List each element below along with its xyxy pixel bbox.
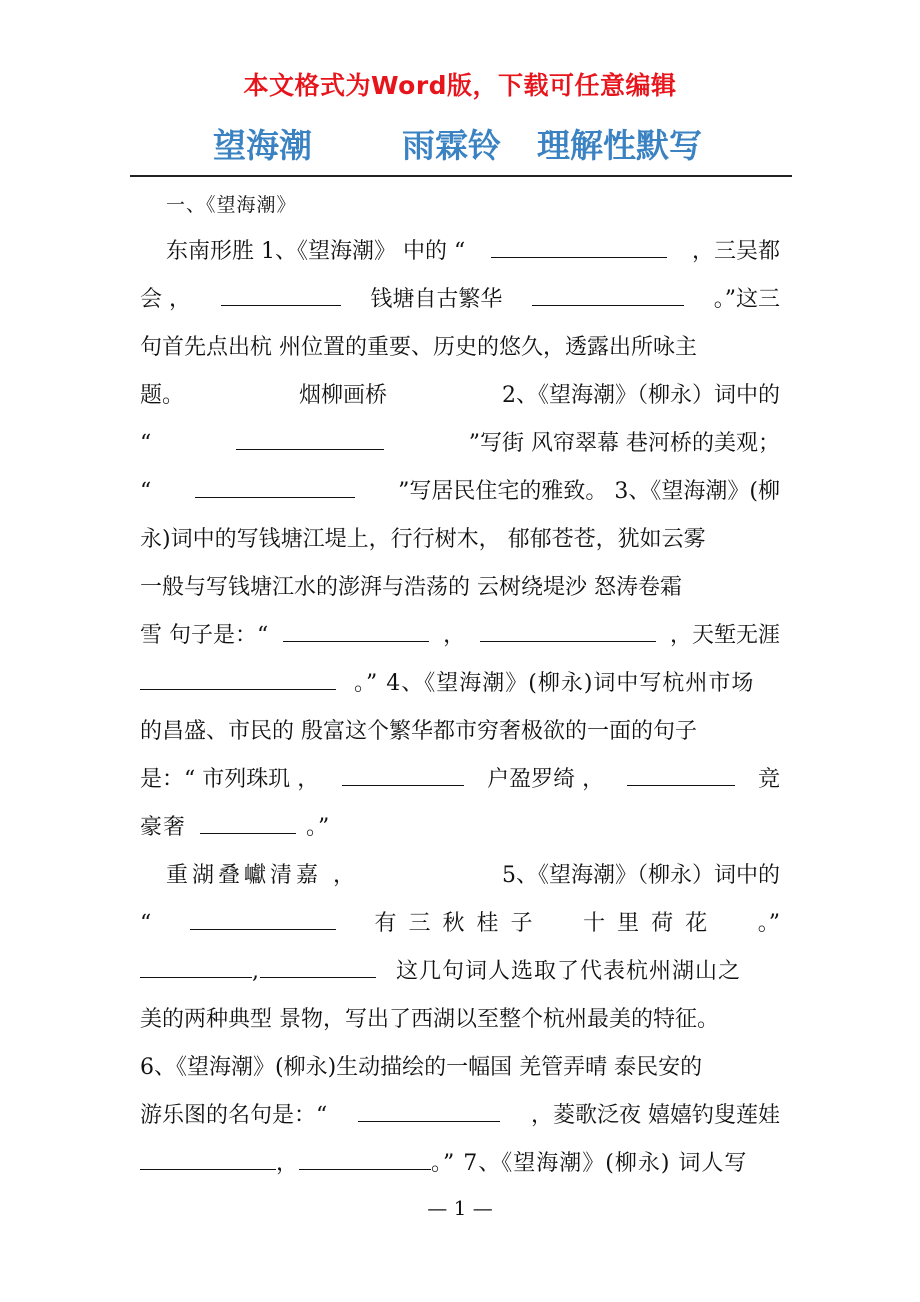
fill-blank[interactable] [358,1099,500,1122]
fill-blank[interactable] [200,811,296,834]
text-line: ， 。” 7、《望海潮》(柳永) 词人写 [140,1146,780,1182]
fill-blank[interactable] [236,427,384,450]
text-line: 豪奢 。” [140,810,780,846]
page-number: — 1 — [427,1196,493,1220]
fill-blank[interactable] [221,283,341,306]
text-line: 东南形胜 1、《望海潮》 中的 “ ，三吴都 [166,234,780,270]
text-line: 游乐图的名句是：“ ，菱歌泛夜 嬉嬉钓叟莲娃 [140,1098,780,1134]
fill-blank[interactable] [195,475,355,498]
text-line: “ ”写居民住宅的雅致。 3、《望海潮》(柳 [140,474,780,510]
text-line: 美的两种典型 景物，写出了西湖以至整个杭州最美的特征。 [140,1007,719,1032]
text-line: 的昌盛、市民的 殷富这个繁华都市穷奢极欲的一面的句子 [140,719,697,744]
title-part-2: 雨霖铃 [402,126,501,165]
text-line: 重湖叠巘清嘉 ， 5、《望海潮》（柳永）词中的 [166,863,780,888]
text-line: “ ”写街 风帘翠幕 巷河桥的美观； [140,426,780,462]
text-line: “ 有三秋桂子 十里荷花 。” [140,906,780,942]
text-line: 6、《望海潮》(柳永)生动描绘的一幅国 羌管弄晴 泰民安的 [140,1055,703,1080]
fill-blank[interactable] [260,955,376,978]
text-line: 永)词中的写钱塘江堤上，行行树木， 郁郁苍苍，犹如云雾 [140,527,706,552]
fill-blank[interactable] [140,955,252,978]
fill-blank[interactable] [532,283,684,306]
title-divider [130,175,792,177]
fill-blank[interactable] [140,667,336,690]
title-part-1: 望海潮 [213,126,312,165]
text-line: 会 ， 钱塘自古繁华 。”这三 [140,282,780,318]
title-part-3: 理解性默写 [537,126,702,165]
text-line: 句首先点出杭 州位置的重要、历史的悠久，透露出所咏主 [140,335,697,360]
text-line: , 这几句词人选取了代表杭州湖山之 [140,954,780,990]
download-banner: 本文格式为Word版，下载可任意编辑 [243,71,677,100]
text-line: 一般与写钱塘江水的澎湃与浩荡的 云树绕堤沙 怒涛卷霜 [140,575,682,600]
text-line: 雪 句子是：“ ， ，天堑无涯 [140,618,780,654]
fill-blank[interactable] [627,763,735,786]
text-line: 。” 4、《望海潮》(柳永)词中写杭州市场 [140,666,780,702]
text-line: 题。 烟柳画桥 2、《望海潮》（柳永）词中的 [140,383,780,408]
text-line: 是：“ 市列珠玑 ， 户盈罗绮 ， 竞 [140,762,780,798]
fill-blank[interactable] [283,619,429,642]
fill-blank[interactable] [140,1147,276,1170]
fill-blank[interactable] [480,619,656,642]
fill-blank[interactable] [190,907,336,930]
section-heading: 一、《望海潮》 [166,194,297,216]
fill-blank[interactable] [299,1147,431,1170]
fill-blank[interactable] [342,763,464,786]
fill-blank[interactable] [491,235,667,258]
